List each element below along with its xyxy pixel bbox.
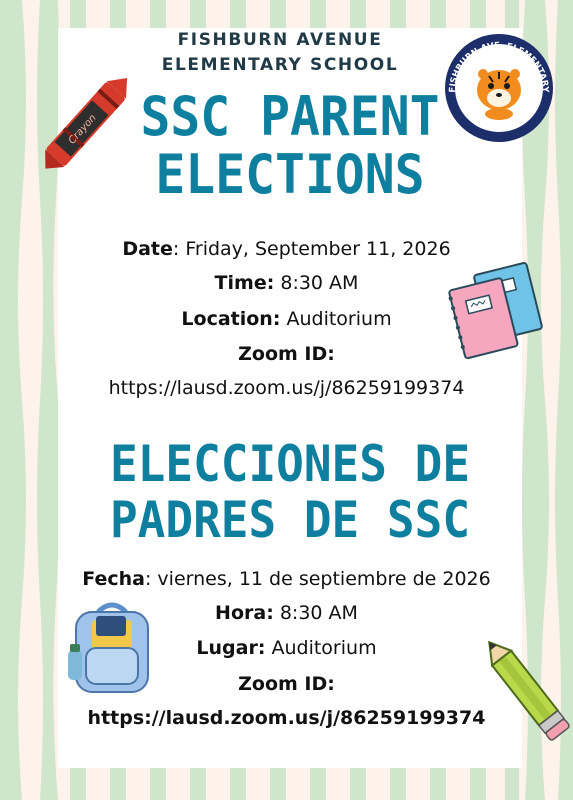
english-date-value: : Friday, September 11, 2026 [172,238,451,260]
english-date-label: Date [122,238,173,260]
english-date-line [0,238,573,260]
spanish-time-value: 8:30 AM [273,602,358,624]
backpack-icon [62,598,162,698]
school-name-line2: ELEMENTARY SCHOOL [161,55,399,75]
spanish-zoom-label: Zoom ID: [238,673,335,695]
english-zoom-url[interactable]: https://lausd.zoom.us/j/86259199374 [108,377,465,399]
spanish-title-line2: PADRES DE SSC [109,491,471,549]
school-name-line1: FISHBURN AVENUE [177,30,383,50]
english-title [78,85,501,206]
spanish-zoom-url[interactable]: https://lausd.zoom.us/j/86259199374 [87,707,486,729]
spanish-location-value: Auditorium [265,637,377,659]
english-title-line2: ELECTIONS [155,143,425,206]
english-location-value: Auditorium [280,308,392,330]
spanish-time-label: Hora: [215,602,274,624]
spanish-title [78,436,501,548]
english-location-label: Location: [181,308,281,330]
spanish-date-line [0,568,573,590]
pencil-icon [478,628,573,748]
spanish-title-line1: ELECCIONES DE [109,435,471,493]
spanish-date-value: : viernes, 11 de septiembre de 2026 [144,568,491,590]
school-name [140,28,420,78]
english-zoom-label: Zoom ID: [238,343,335,365]
crayon-label: Crayon [66,112,99,147]
seal-text-bottom: TIGERS [480,120,518,135]
english-title-line1: SSC PARENT [140,85,440,148]
seal-text-top: FISHBURN AVE. ELEMENTARY [447,40,551,93]
notebook-icon [440,262,545,362]
english-time-label: Time: [214,272,275,294]
spanish-location-label: Lugar: [196,637,266,659]
english-time-value: 8:30 AM [274,272,359,294]
spanish-date-label: Fecha [82,568,145,590]
